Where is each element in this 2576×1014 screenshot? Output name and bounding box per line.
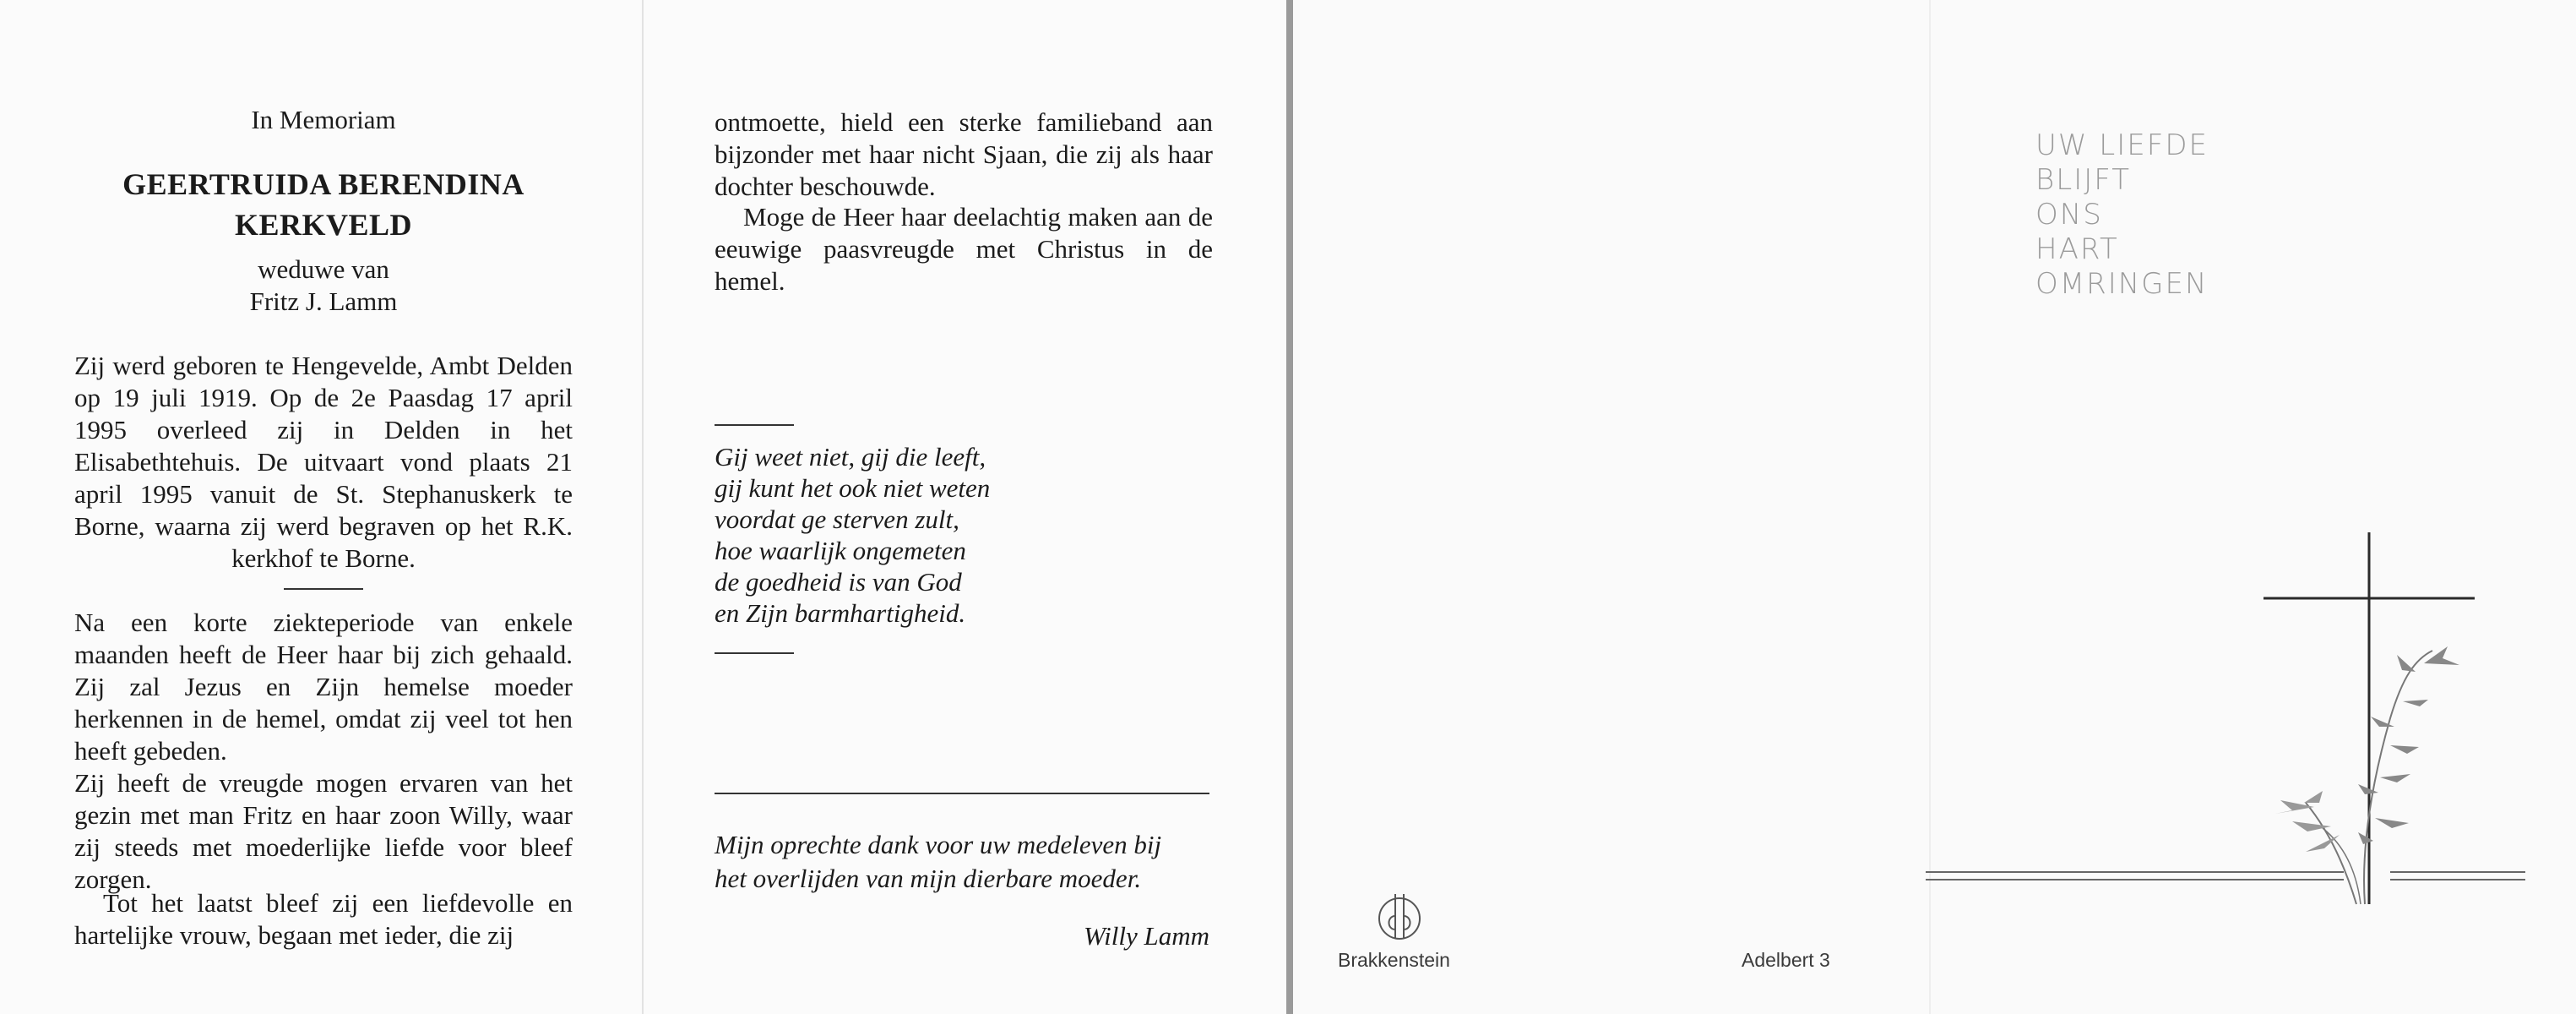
verse-line: BLIJFT <box>2035 163 2131 197</box>
poem-line: hoe waarlijk ongemeten <box>715 536 966 565</box>
brakkenstein-logo-icon <box>1375 891 1424 943</box>
poem-line: voordat ge sterven zult, <box>715 504 959 534</box>
illness-paragraph: Na een korte ziekteperiode van enkele maanden heeft de Heer haar bij zich gehaald. Zij zal Jezus en Zijn hemelse moeder herkennen in de hemel, omdat zij veel tot hen heeft gebeden. <box>74 608 573 766</box>
publisher-name: Brakkenstein <box>1338 949 1450 971</box>
character-paragraph: Tot het laatst bleef zij een liefdevolle en hartelijke vrouw, begaan met ieder, die zij <box>74 888 573 950</box>
biography-paragraph: Zij werd geboren te Hengevelde, Ambt Delden op 19 juli 1919. Op de 2e Paasdag 17 april 1995 overleed zij in Delden in het Elisabethtehuis. De uitvaart vond plaats 21 april 1995 vanuit de St. Stephanuskerk te Borne, waarna zij werd begraven op het R.K. kerkhof te Borne. <box>74 351 573 573</box>
widow-of <box>74 254 573 318</box>
scan-gap-divider <box>1286 0 1293 1014</box>
long-divider-rule <box>715 793 1209 794</box>
name-line-2: KERKVELD <box>234 208 413 242</box>
prayer-paragraph: Moge de Heer haar deelachtig maken aan de eeuwige paasvreugde met Christus in de hemel. <box>715 202 1213 296</box>
divider-rule <box>715 424 794 426</box>
divider-rule <box>715 652 794 654</box>
thanks-line-2: het overlijden van mijn dierbare moeder. <box>715 864 1142 893</box>
poem-line: Gij weet niet, gij die leeft, <box>715 442 986 472</box>
verse-line: ONS <box>2035 198 2103 232</box>
poem-line: de goedheid is van God <box>715 567 962 597</box>
card-code: Adelbert 3 <box>1742 949 1830 971</box>
poem-line: gij kunt het ook niet weten <box>715 473 991 503</box>
poem <box>715 441 1213 629</box>
thanks-line-1: Mijn oprechte dank voor uw medeleven bij <box>715 830 1162 859</box>
cover-verse <box>2035 128 2209 302</box>
widow-line-1: weduwe van <box>258 254 389 284</box>
verse-line: OMRINGEN <box>2035 267 2209 301</box>
divider-rule <box>284 588 363 590</box>
widow-line-2: Fritz J. Lamm <box>249 286 398 316</box>
in-memoriam-heading: In Memoriam <box>251 105 396 134</box>
cross-with-grass-icon <box>1917 524 2525 913</box>
verse-line: UW LIEFDE <box>2035 128 2209 162</box>
signature: Willy Lamm <box>1084 921 1209 951</box>
verse-line: HART <box>2035 232 2119 266</box>
thanks-note <box>715 828 1213 896</box>
name-line-1: GEERTRUIDA BERENDINA <box>122 167 524 201</box>
poem-line: en Zijn barmhartigheid. <box>715 598 966 628</box>
continued-paragraph: ontmoette, hield een sterke familieband aan bijzonder met haar nicht Sjaan, die zij als haar dochter beschouwde. <box>715 107 1213 201</box>
inside-fold-line <box>642 0 644 1014</box>
deceased-name <box>74 164 573 245</box>
family-paragraph: Zij heeft de vreugde mogen ervaren van het gezin met man Fritz en haar zoon Willy, waar zij steeds met moederlijke liefde voor bleef zorgen. <box>74 768 573 894</box>
